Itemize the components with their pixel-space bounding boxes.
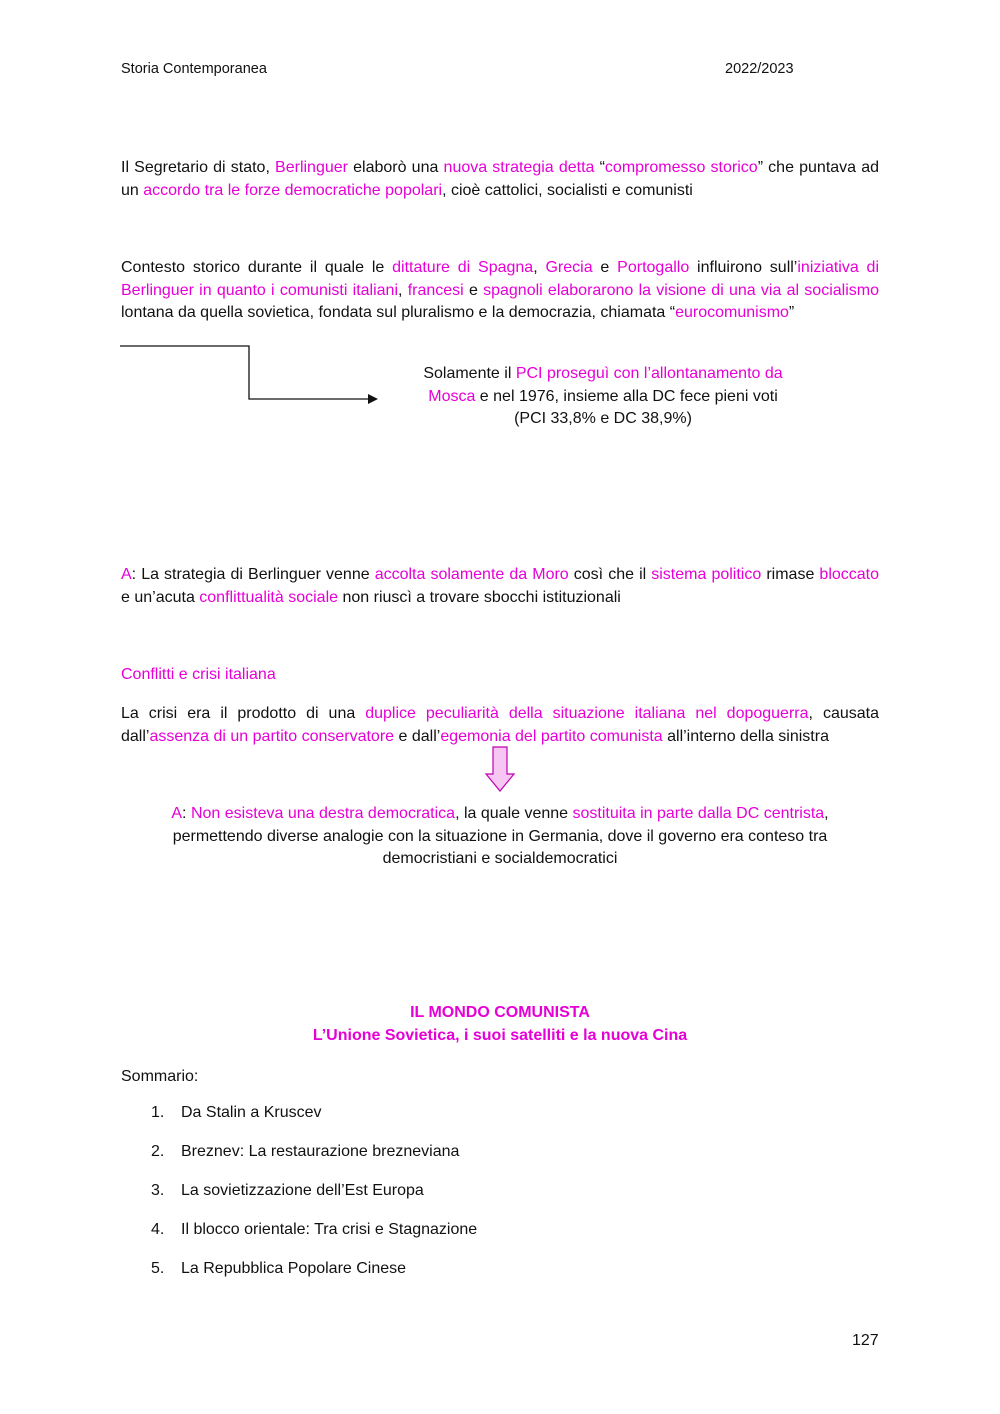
toc-item: 1. Da Stalin a Kruscev (151, 1104, 322, 1121)
summary-label: Sommario: (121, 1068, 199, 1085)
down-arrow-icon (485, 746, 515, 792)
paragraph-crisi: La crisi era il prodotto di una duplice peculiarità della situazione italiana nel dopoguerra, causata dall’assenza di un partito conservatore e dall’egemonia del partito comunista all’interno della sinistra (121, 705, 879, 745)
chapter-title: IL MONDO COMUNISTA (410, 1004, 590, 1021)
chapter-subtitle: L’Unione Sovietica, i suoi satelliti e la nuova Cina (312, 1027, 688, 1044)
note-pci: Solamente il PCI proseguì con l’allontanamento da Mosca e nel 1976, insieme alla DC fece pieni voti (PCI 33,8% e DC 38,9%) (423, 365, 783, 427)
paragraph-strategia-berlinguer: A: La strategia di Berlinguer venne accolta solamente da Moro così che il sistema politico rimase bloccato e un’acuta conflittualità sociale non riuscì a trovare sbocchi istituzionali (121, 566, 880, 606)
header-course: Storia Contemporanea (121, 61, 267, 77)
elbow-arrow-icon (120, 344, 382, 406)
paragraph-eurocomunismo: Contesto storico durante il quale le dittature di Spagna, Grecia e Portogallo influirono sull’iniziativa di Berlinguer in quanto i comunisti italiani, francesi e spagnoli elaborarono la visione di una via al socialismo lontana da quella sovietica, fondata sul pluralismo e la democrazia, chiamata “eurocomunismo” (121, 259, 880, 321)
toc-item: 4. Il blocco orientale: Tra crisi e Stagnazione (151, 1221, 478, 1238)
header-year: 2022/2023 (725, 61, 794, 77)
paragraph-compromesso-storico: Il Segretario di stato, Berlinguer elaborò una nuova strategia detta “compromesso storico” che puntava ad un accordo tra le forze democratiche popolari, cioè cattolici, socialisti e comunisti (121, 159, 880, 199)
paragraph-destra-democratica: A: Non esisteva una destra democratica, la quale venne sostituita in parte dalla DC centrista, permettendo diverse analogie con la situazione in Germania, dove il governo era conteso tra democristiani e socialdemocratici (171, 805, 829, 867)
page-number: 127 (852, 1332, 879, 1349)
toc-item: 2. Breznev: La restaurazione brezneviana (151, 1143, 460, 1160)
section-title: Conflitti e crisi italiana (121, 666, 276, 683)
toc-item: 5. La Repubblica Popolare Cinese (151, 1260, 407, 1277)
toc-item: 3. La sovietizzazione dell’Est Europa (151, 1182, 424, 1199)
